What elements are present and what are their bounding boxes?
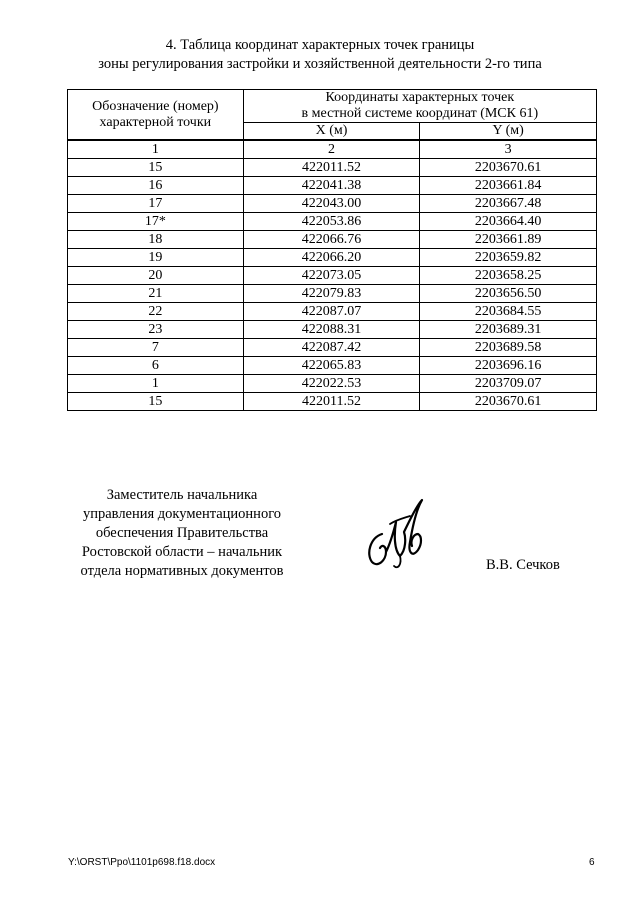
x-cell: 422087.42 — [243, 339, 420, 357]
point-cell: 15 — [68, 393, 244, 411]
point-cell: 22 — [68, 303, 244, 321]
point-cell: 19 — [68, 249, 244, 267]
table-row — [68, 339, 597, 357]
y-cell: 2203689.31 — [420, 321, 597, 339]
signatory-name: В.В. Сечков — [486, 557, 560, 573]
y-cell: 2203664.40 — [420, 213, 597, 231]
table-row — [68, 213, 597, 231]
x-cell: 422043.00 — [243, 195, 420, 213]
y-cell: 2203667.48 — [420, 195, 597, 213]
table-row — [68, 159, 597, 177]
x-cell: 422088.31 — [243, 321, 420, 339]
table-row — [68, 285, 597, 303]
y-cell: 2203661.84 — [420, 177, 597, 195]
coordinates-table — [67, 89, 597, 411]
y-cell: 2203670.61 — [420, 159, 597, 177]
x-cell: 422053.86 — [243, 213, 420, 231]
x-cell: 422066.76 — [243, 231, 420, 249]
point-cell: 15 — [68, 159, 244, 177]
title-line-1: 4. Таблица координат характерных точек границы — [165, 37, 475, 53]
point-cell: 17 — [68, 195, 244, 213]
point-cell: 23 — [68, 321, 244, 339]
table-row — [68, 177, 597, 195]
header-y: Y (м) — [420, 123, 597, 141]
column-number: 1 — [68, 140, 244, 159]
header-point-designation: Обозначение (номер) характерной точки — [68, 90, 244, 141]
x-cell: 422011.52 — [243, 393, 420, 411]
y-cell: 2203684.55 — [420, 303, 597, 321]
column-number: 2 — [243, 140, 420, 159]
column-number: 3 — [420, 140, 597, 159]
table-row — [68, 231, 597, 249]
handwritten-signature — [360, 494, 440, 574]
point-cell: 18 — [68, 231, 244, 249]
point-cell: 7 — [68, 339, 244, 357]
table-row — [68, 357, 597, 375]
point-cell: 20 — [68, 267, 244, 285]
x-cell: 422011.52 — [243, 159, 420, 177]
x-cell: 422079.83 — [243, 285, 420, 303]
table-row — [68, 393, 597, 411]
x-cell: 422041.38 — [243, 177, 420, 195]
document-title — [0, 36, 640, 74]
table-row — [68, 303, 597, 321]
table-row — [68, 249, 597, 267]
x-cell: 422087.07 — [243, 303, 420, 321]
point-cell: 1 — [68, 375, 244, 393]
footer-file-path: Y:\ORST\Ppo\1101p698.f18.docx — [68, 857, 216, 868]
x-cell: 422066.20 — [243, 249, 420, 267]
header-coordinates: Координаты характерных точек в местной системе координат (МСК 61) — [243, 90, 596, 123]
y-cell: 2203670.61 — [420, 393, 597, 411]
title-line-2: зоны регулирования застройки и хозяйственной деятельности 2-го типа — [98, 56, 542, 72]
x-cell: 422022.53 — [243, 375, 420, 393]
column-number-row — [68, 140, 597, 159]
y-cell: 2203656.50 — [420, 285, 597, 303]
x-cell: 422065.83 — [243, 357, 420, 375]
y-cell: 2203659.82 — [420, 249, 597, 267]
point-cell: 21 — [68, 285, 244, 303]
signatory-role: Заместитель начальника управления документационного обеспечения Правительства Ростовской области – начальник отдела нормативных документов — [80, 487, 284, 579]
y-cell: 2203709.07 — [420, 375, 597, 393]
point-cell: 17* — [68, 213, 244, 231]
y-cell: 2203661.89 — [420, 231, 597, 249]
table-row — [68, 321, 597, 339]
table-row — [68, 195, 597, 213]
x-cell: 422073.05 — [243, 267, 420, 285]
y-cell: 2203696.16 — [420, 357, 597, 375]
page-number: 6 — [589, 857, 595, 868]
table-row — [68, 267, 597, 285]
point-cell: 16 — [68, 177, 244, 195]
header-x: X (м) — [243, 123, 420, 141]
y-cell: 2203658.25 — [420, 267, 597, 285]
y-cell: 2203689.58 — [420, 339, 597, 357]
point-cell: 6 — [68, 357, 244, 375]
table-row — [68, 375, 597, 393]
